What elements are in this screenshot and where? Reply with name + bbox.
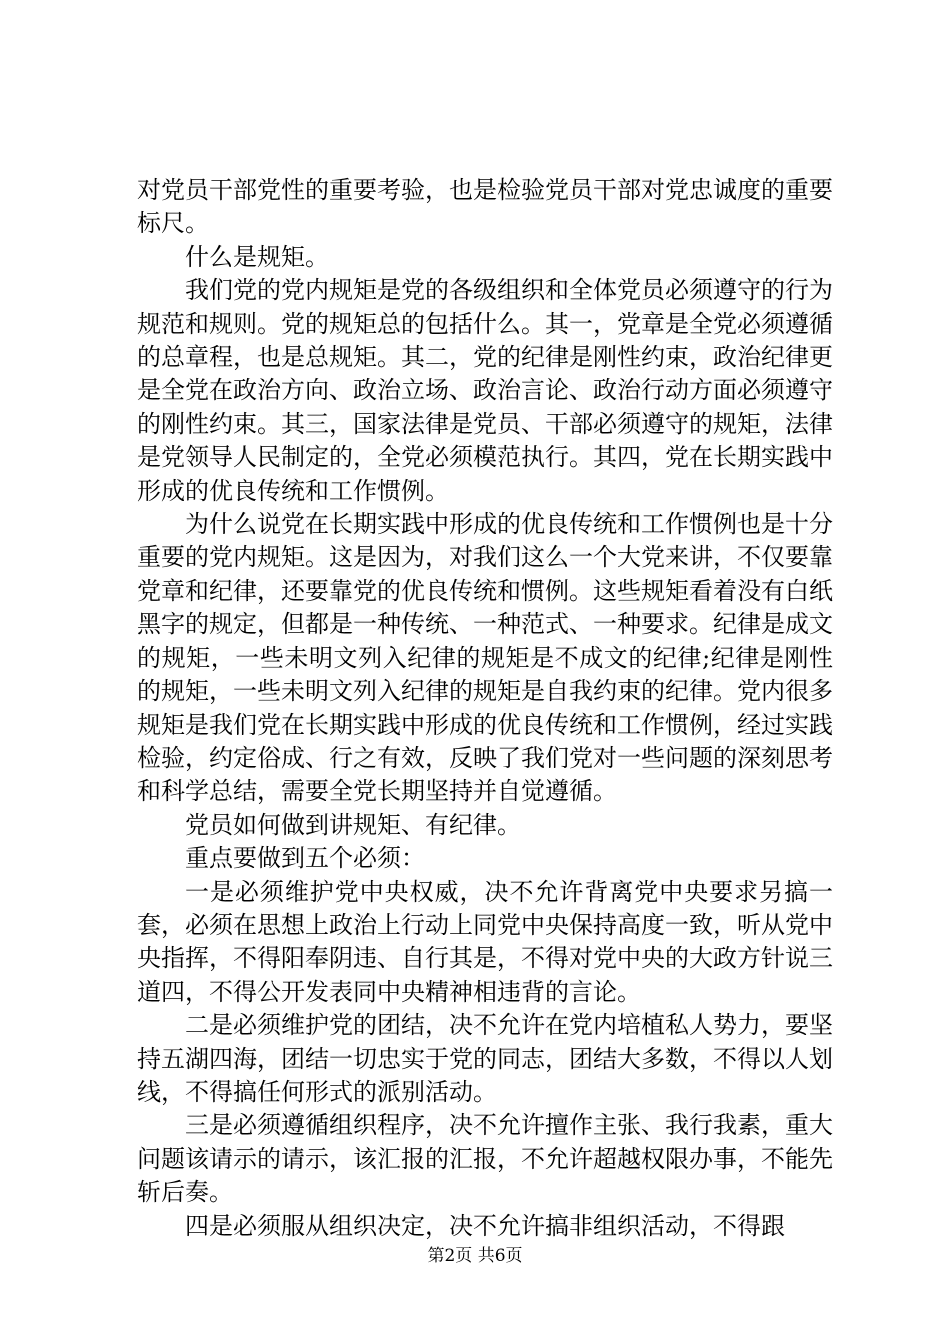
paragraph: 重点要做到五个必须： xyxy=(185,844,425,873)
paragraph: 四是必须服从组织决定，决不允许搞非组织活动，不得跟 xyxy=(185,1211,785,1240)
paragraph: 我们党的党内规矩是党的各级组织和全体党员必须遵守的行为规范和规则。党的规矩总的包括什么。其一，党章是全党必须遵循的总章程，也是总规矩。其二，党的纪律是刚性约束，政治纪律更是全党在政治方向、政治立场、政治言论、政治行动方面必须遵守的刚性约束。其三，国家法律是党员、干部必须遵守的规矩，法律是党领导人民制定的，全党必须模范执行。其四，党在长期实践中形成的优良传统和工作惯例。 xyxy=(137,276,833,505)
paragraph: 为什么说党在长期实践中形成的优良传统和工作惯例也是十分重要的党内规矩。这是因为，对我们这么一个大党来讲，不仅要靠党章和纪律，还要靠党的优良传统和惯例。这些规矩看着没有白纸黑字的规定，但都是一种传统、一种范式、一种要求。纪律是成文的规矩，一些未明文列入纪律的规矩是不成文的纪律;纪律是刚性的规矩，一些未明文列入纪律的规矩是自我约束的纪律。党内很多规矩是我们党在长期实践中形成的优良传统和工作惯例，经过实践检验，约定俗成、行之有效，反映了我们党对一些问题的深刻思考和科学总结，需要全党长期坚持并自觉遵循。 xyxy=(137,510,833,806)
paragraph: 三是必须遵循组织程序，决不允许擅作主张、我行我素，重大问题该请示的请示，该汇报的汇报，不允许超越权限办事，不能先斩后奏。 xyxy=(137,1111,833,1207)
page-number-footer: 第2页 共6页 xyxy=(427,1246,523,1266)
paragraph: 什么是规矩。 xyxy=(185,242,329,271)
paragraph: 一是必须维护党中央权威，决不允许背离党中央要求另搞一套，必须在思想上政治上行动上同党中央保持高度一致，听从党中央指挥，不得阳奉阴违、自行其是，不得对党中央的大政方针说三道四，不得公开发表同中央精神相违背的言论。 xyxy=(137,877,833,1006)
paragraph: 党员如何做到讲规矩、有纪律。 xyxy=(185,810,521,839)
paragraph: 二是必须维护党的团结，决不允许在党内培植私人势力，要坚持五湖四海，团结一切忠实于党的同志，团结大多数，不得以人划线，不得搞任何形式的派别活动。 xyxy=(137,1011,833,1106)
paragraph: 对党员干部党性的重要考验，也是检验党员干部对党忠诚度的重要标尺。 xyxy=(137,176,833,238)
document-body xyxy=(137,174,833,1243)
